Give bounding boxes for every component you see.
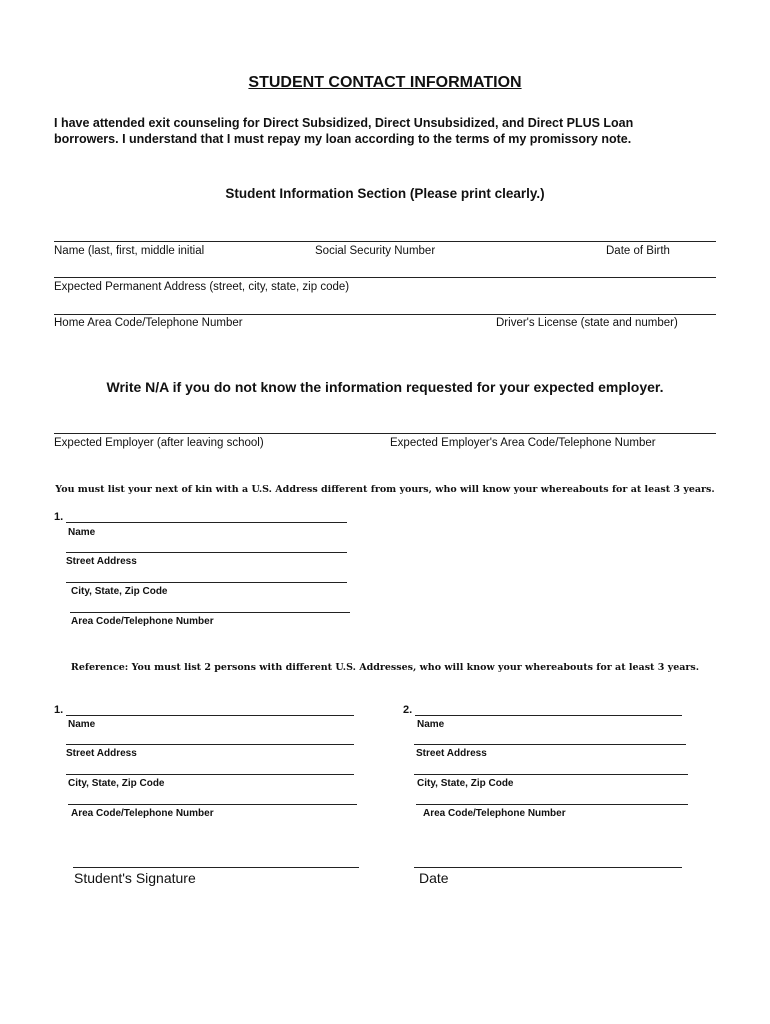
kin-city-label: City, State, Zip Code [71, 586, 168, 597]
kin-phone-line[interactable] [70, 612, 350, 613]
student-section-heading: Student Information Section (Please print clearly.) [225, 186, 545, 201]
ref1-city-label: City, State, Zip Code [68, 778, 165, 789]
page-title: STUDENT CONTACT INFORMATION [248, 74, 522, 91]
employer-line[interactable] [54, 433, 716, 434]
ref2-street-label: Street Address [416, 748, 487, 759]
ref2-city-label: City, State, Zip Code [417, 778, 514, 789]
ref2-name-label: Name [417, 719, 445, 730]
kin-city-line[interactable] [66, 582, 347, 583]
ref1-phone-line[interactable] [68, 804, 357, 805]
kin-phone-label: Area Code/Telephone Number [71, 616, 214, 627]
ref1-name-line[interactable] [66, 715, 354, 716]
ref1-phone-label: Area Code/Telephone Number [71, 808, 214, 819]
row2-line[interactable] [54, 277, 716, 278]
kin-street-label: Street Address [66, 556, 137, 567]
ref1-city-line[interactable] [66, 774, 354, 775]
name-label: Name (last, first, middle initial [54, 245, 205, 257]
ref2-name-line[interactable] [415, 715, 682, 716]
employer-label: Expected Employer (after leaving school) [54, 437, 264, 449]
kin-name-label: Name [68, 527, 96, 538]
ref1-street-line[interactable] [66, 744, 354, 745]
date-label: Date [419, 870, 449, 886]
ssn-label: Social Security Number [315, 245, 436, 257]
ref1-number: 1. [54, 704, 64, 716]
row1-line[interactable] [54, 241, 716, 242]
row3-line[interactable] [54, 314, 716, 315]
signature-label: Student's Signature [74, 870, 196, 886]
ref2-street-line[interactable] [414, 744, 686, 745]
home-phone-label: Home Area Code/Telephone Number [54, 317, 243, 329]
date-line[interactable] [414, 867, 682, 868]
ref2-number: 2. [403, 704, 413, 716]
intro-statement: I have attended exit counseling for Direct Subsidized, Direct Unsubsidized, and Direct PLUS Loan borrowers. I understand that I must repay my loan according to the terms of my promissory note. [54, 116, 634, 146]
kin-number: 1. [54, 511, 64, 523]
ref1-name-label: Name [68, 719, 96, 730]
employer-phone-label: Expected Employer's Area Code/Telephone Number [390, 437, 656, 449]
reference-note: Reference: You must list 2 persons with different U.S. Addresses, who will know your whereabouts for at least 3 years. [70, 662, 700, 673]
ref2-city-line[interactable] [414, 774, 688, 775]
dob-label: Date of Birth [606, 245, 670, 257]
drivers-license-label: Driver's License (state and number) [496, 317, 678, 329]
signature-line[interactable] [73, 867, 359, 868]
kin-name-line[interactable] [66, 522, 347, 523]
employer-warning: Write N/A if you do not know the information requested for your expected employer. [106, 379, 664, 395]
kin-note: You must list your next of kin with a U.S. Address different from yours, who will know your whereabouts for at least 3 years. [55, 484, 715, 495]
kin-street-line[interactable] [66, 552, 347, 553]
address-label: Expected Permanent Address (street, city, state, zip code) [54, 281, 350, 293]
ref1-street-label: Street Address [66, 748, 137, 759]
ref2-phone-label: Area Code/Telephone Number [423, 808, 566, 819]
ref2-phone-line[interactable] [416, 804, 688, 805]
